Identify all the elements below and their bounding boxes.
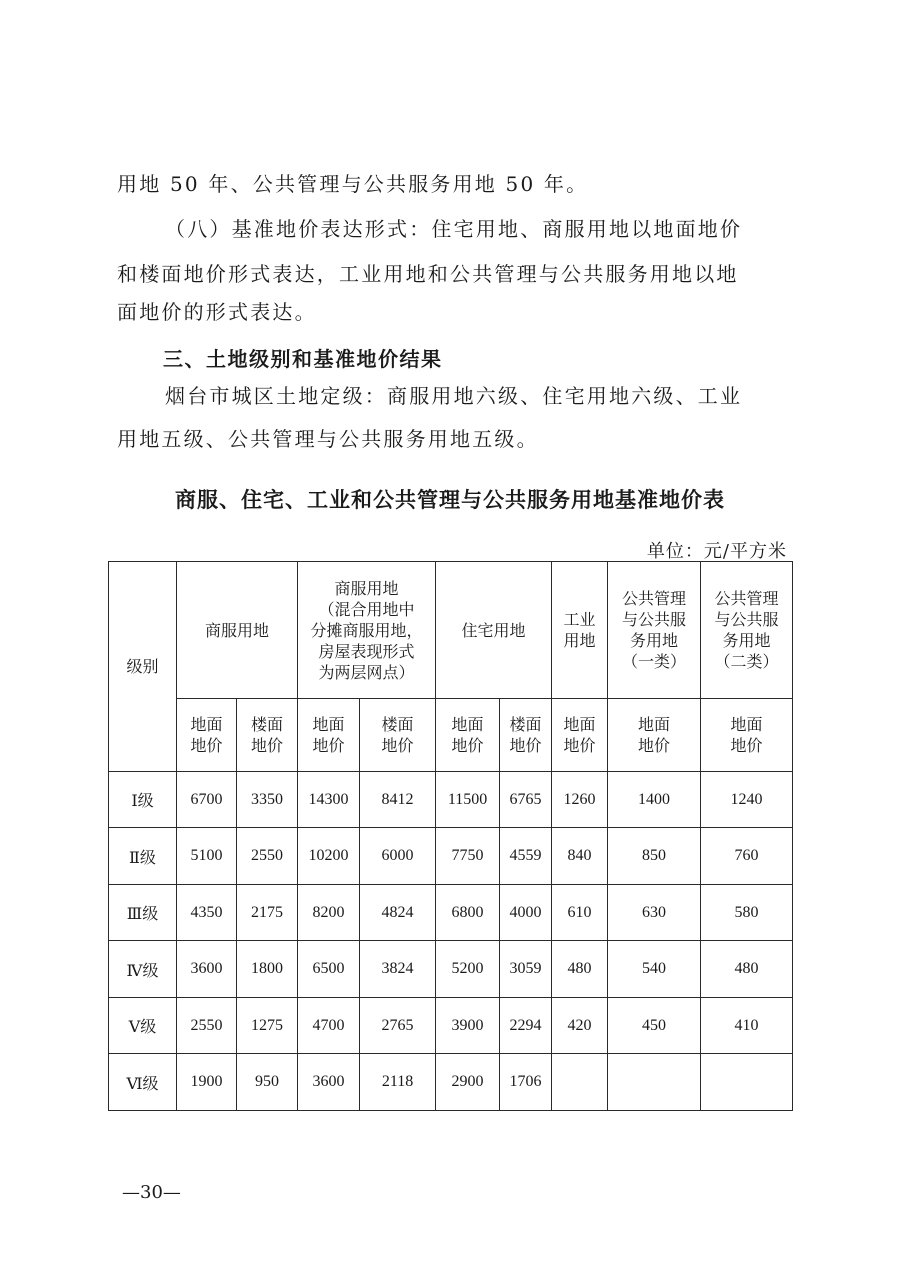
price-cell: 2294 (500, 998, 552, 1054)
header-industrial: 工业 用地 (552, 562, 608, 699)
price-cell: 540 (608, 941, 701, 998)
price-cell: 4700 (298, 998, 360, 1054)
table-row (109, 1054, 793, 1111)
price-cell: 450 (608, 998, 701, 1054)
price-cell: 1800 (237, 941, 298, 998)
price-cell: 7750 (436, 828, 500, 885)
price-cell: 5100 (177, 828, 237, 885)
table-unit: 单位：元/平方米 (646, 541, 787, 562)
price-cell: 1275 (237, 998, 298, 1054)
section-heading: 三、土地级别和基准地价结果 (163, 347, 443, 371)
price-cell: 3900 (436, 998, 500, 1054)
price-table (108, 561, 793, 1111)
page-number: —30— (122, 1182, 181, 1203)
subheader-ground: 地面 地价 (552, 699, 608, 772)
table-row (109, 828, 793, 885)
row-level: Ⅵ级 (109, 1054, 177, 1111)
subheader-floor: 楼面 地价 (500, 699, 552, 772)
price-cell: 4559 (500, 828, 552, 885)
header-public-1: 公共管理 与公共服 务用地 （一类） (608, 562, 701, 699)
price-cell: 3350 (237, 772, 298, 828)
price-cell: 1900 (177, 1054, 237, 1111)
price-cell: 1400 (608, 772, 701, 828)
price-cell: 580 (701, 885, 793, 941)
header-level: 级别 (109, 562, 177, 772)
price-cell: 14300 (298, 772, 360, 828)
price-cell: 3600 (298, 1054, 360, 1111)
price-cell: 2550 (177, 998, 237, 1054)
price-cell: 3600 (177, 941, 237, 998)
price-cell (701, 1054, 793, 1111)
header-commercial-mixed: 商服用地 （混合用地中 分摊商服用地， 房屋表现形式 为两层网点） (298, 562, 436, 699)
price-cell (552, 1054, 608, 1111)
price-cell: 480 (552, 941, 608, 998)
table-row (109, 885, 793, 941)
price-cell: 840 (552, 828, 608, 885)
row-level: Ⅴ级 (109, 998, 177, 1054)
price-cell: 4350 (177, 885, 237, 941)
subheader-ground: 地面 地价 (436, 699, 500, 772)
price-cell: 5200 (436, 941, 500, 998)
price-cell: 3824 (360, 941, 436, 998)
price-cell: 6765 (500, 772, 552, 828)
price-cell: 3059 (500, 941, 552, 998)
price-cell: 6800 (436, 885, 500, 941)
subheader-ground: 地面 地价 (177, 699, 237, 772)
price-cell: 4000 (500, 885, 552, 941)
row-level: Ⅲ级 (109, 885, 177, 941)
price-cell: 4824 (360, 885, 436, 941)
price-cell: 8200 (298, 885, 360, 941)
price-cell: 760 (701, 828, 793, 885)
subheader-floor: 楼面 地价 (360, 699, 436, 772)
price-cell: 850 (608, 828, 701, 885)
header-public-2: 公共管理 与公共服 务用地 （二类） (701, 562, 793, 699)
subheader-row (109, 699, 793, 772)
table-row (109, 998, 793, 1054)
price-cell: 2765 (360, 998, 436, 1054)
price-cell: 630 (608, 885, 701, 941)
price-cell: 1260 (552, 772, 608, 828)
price-cell: 410 (701, 998, 793, 1054)
subheader-ground: 地面 地价 (701, 699, 793, 772)
subheader-ground: 地面 地价 (608, 699, 701, 772)
price-cell: 10200 (298, 828, 360, 885)
paragraph-line-1: 用地 50 年、公共管理与公共服务用地 50 年。 (117, 172, 589, 196)
row-level: Ⅰ级 (109, 772, 177, 828)
paragraph-line-2: （八）基准地价表达形式：住宅用地、商服用地以地面地价 (165, 217, 743, 241)
price-cell: 2175 (237, 885, 298, 941)
price-cell: 2900 (436, 1054, 500, 1111)
row-level: Ⅱ级 (109, 828, 177, 885)
price-cell: 610 (552, 885, 608, 941)
subheader-ground: 地面 地价 (298, 699, 360, 772)
price-cell: 950 (237, 1054, 298, 1111)
table-row (109, 941, 793, 998)
price-cell: 1240 (701, 772, 793, 828)
price-cell: 2550 (237, 828, 298, 885)
paragraph-line-4: 面地价的形式表达。 (117, 300, 317, 324)
price-cell: 2118 (360, 1054, 436, 1111)
price-cell: 6000 (360, 828, 436, 885)
price-cell: 1706 (500, 1054, 552, 1111)
price-cell: 420 (552, 998, 608, 1054)
subheader-floor: 楼面 地价 (237, 699, 298, 772)
paragraph-line-3: 和楼面地价形式表达，工业用地和公共管理与公共服务用地以地 (117, 262, 739, 286)
price-cell: 11500 (436, 772, 500, 828)
paragraph2-line-2: 用地五级、公共管理与公共服务用地五级。 (117, 427, 539, 451)
price-cell: 6500 (298, 941, 360, 998)
header-residential: 住宅用地 (436, 562, 552, 699)
price-cell: 480 (701, 941, 793, 998)
price-cell: 6700 (177, 772, 237, 828)
header-commercial: 商服用地 (177, 562, 298, 699)
paragraph2-line-1: 烟台市城区土地定级：商服用地六级、住宅用地六级、工业 (165, 384, 743, 408)
price-cell: 8412 (360, 772, 436, 828)
table-title: 商服、住宅、工业和公共管理与公共服务用地基准地价表 (175, 488, 725, 512)
table-row (109, 772, 793, 828)
price-cell (608, 1054, 701, 1111)
row-level: Ⅳ级 (109, 941, 177, 998)
